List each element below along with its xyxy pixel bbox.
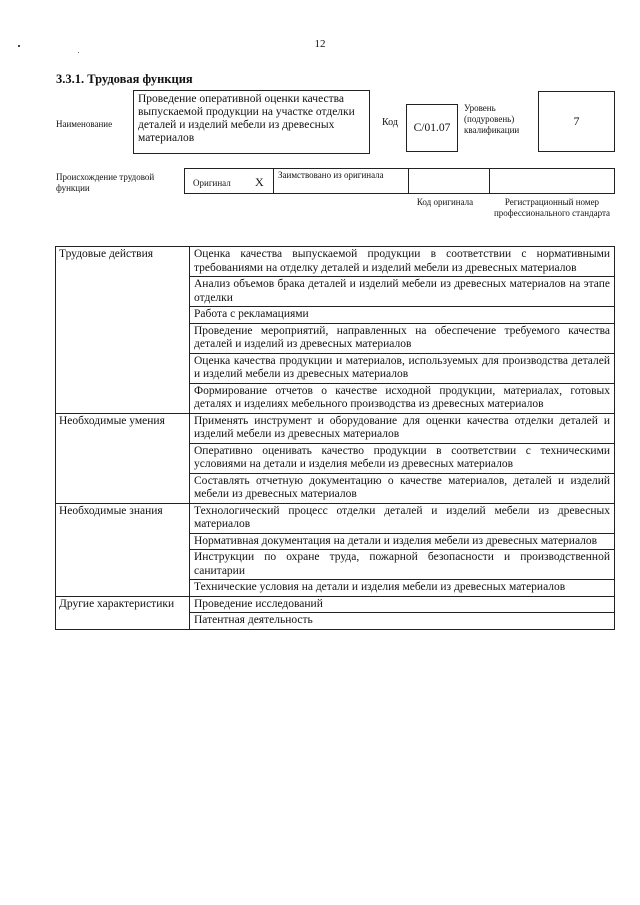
item-cell: Проведение исследований xyxy=(190,596,615,613)
code-box: C/01.07 xyxy=(406,104,458,152)
function-name-box: Проведение оперативной оценки качества выпускаемой продукции на участке отделки деталей и изделий мебели из древесных материалов xyxy=(133,90,370,154)
page-number: 12 xyxy=(314,38,326,50)
category-cell: Трудовые действия xyxy=(56,247,190,414)
item-cell: Работа с рекламациями xyxy=(190,307,615,324)
function-table xyxy=(55,246,615,630)
code-original-label: Код оригинала xyxy=(416,197,474,207)
origin-divider xyxy=(273,169,274,193)
item-cell: Технические условия на детали и изделия мебели из древесных материалов xyxy=(190,580,615,597)
code-label: Код xyxy=(382,117,398,128)
origin-divider xyxy=(489,169,490,193)
item-cell: Оценка качества продукции и материалов, используемых для производства деталей и изделий мебели из древесных материалов xyxy=(190,353,615,383)
table-row xyxy=(56,247,615,277)
origin-box xyxy=(184,168,615,194)
item-cell: Оперативно оценивать качество продукции в соответствии с техническими условиями на детали и изделия мебели из древесных материалов xyxy=(190,443,615,473)
name-label: Наименование xyxy=(56,119,113,129)
reg-number-label: Регистрационный номер профессионального стандарта xyxy=(493,197,611,218)
item-cell: Патентная деятельность xyxy=(190,613,615,630)
item-cell: Анализ объемов брака деталей и изделий мебели из древесных материалов на этапе отделки xyxy=(190,277,615,307)
origin-label: Происхождение трудовой функции xyxy=(56,172,155,193)
item-cell: Проведение мероприятий, направленных на обеспечение требуемого качества деталей и изделий из древесных материалов xyxy=(190,323,615,353)
item-cell: Технологический процесс отделки деталей и изделий мебели из древесных материалов xyxy=(190,503,615,533)
borrowed-label: Заимствовано из оригинала xyxy=(278,170,384,180)
origin-divider xyxy=(408,169,409,193)
scan-speck xyxy=(78,52,79,53)
table-row xyxy=(56,413,615,443)
category-cell: Необходимые знания xyxy=(56,503,190,596)
table-row xyxy=(56,596,615,613)
original-mark: X xyxy=(255,175,264,189)
table-row xyxy=(56,503,615,533)
item-cell: Применять инструмент и оборудование для оценки качества отделки деталей и изделий мебели из древесных материалов xyxy=(190,413,615,443)
item-cell: Нормативная документация на детали и изделия мебели из древесных материалов xyxy=(190,533,615,550)
item-cell: Формирование отчетов о качестве исходной продукции, материалах, готовых деталях и изделиях мебельного производства из древесных материалов xyxy=(190,383,615,413)
category-cell: Необходимые умения xyxy=(56,413,190,503)
original-label: Оригинал xyxy=(193,178,231,188)
category-cell: Другие характеристики xyxy=(56,596,190,629)
section-title: 3.3.1. Трудовая функция xyxy=(56,72,193,86)
item-cell: Оценка качества выпускаемой продукции в соответствии с нормативными требованиями на отделку деталей и изделий мебели из древесных материалов xyxy=(190,247,615,277)
item-cell: Инструкции по охране труда, пожарной безопасности и производственной санитарии xyxy=(190,550,615,580)
level-label: Уровень (подуровень) квалификации xyxy=(464,103,520,135)
item-cell: Составлять отчетную документацию о качестве материалов, деталей и изделий мебели из древесных материалов xyxy=(190,473,615,503)
level-box: 7 xyxy=(538,91,615,152)
